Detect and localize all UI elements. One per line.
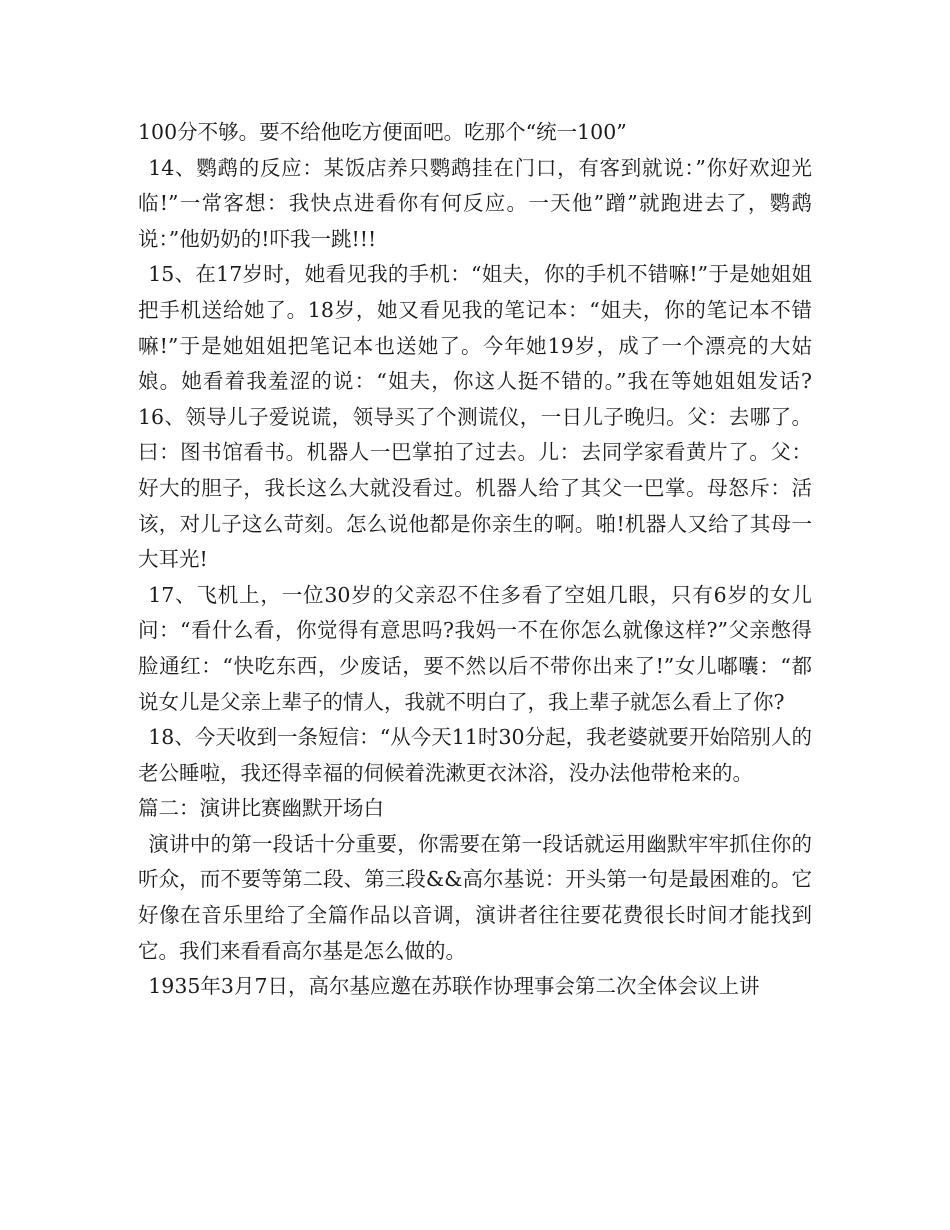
paragraph-joke-15-16: 15、在17岁时，她看见我的手机：“姐夫，你的手机不错嘛!”于是她姐姐把手机送给她了。18岁，她又看见我的笔记本：“姐夫，你的笔记本不错嘛!”于是她姐姐把笔记本也送她了。今年她19岁，成了一个漂亮的大姑娘。她看着我羞涩的说：“姐夫，你这人挺不错的。”我在等她姐姐发话?16、领导儿子爱说谎，领导买了个测谎仪，一日儿子晚归。父：去哪了。曰：图书馆看书。机器人一巴掌拍了过去。儿：去同学家看黄片了。父：好大的胆子，我长这么大就没看过。机器人给了其父一巴掌。母怒斥：活该，对儿子这么苛刻。怎么说他都是你亲生的啊。啪!机器人又给了其母一大耳光! [138, 262, 812, 572]
paragraph-joke-14: 14、鹦鹉的反应：某饭店养只鹦鹉挂在门口，有客到就说：”你好欢迎光临!”一常客想：我快点进看你有何反应。一天他”蹭”就跑进去了，鹦鹉说：”他奶奶的!吓我一跳!!! [138, 155, 812, 251]
paragraph-continuation: 100分不够。要不给他吃方便面吧。吃那个“统一100” [138, 120, 627, 144]
paragraph-joke-17: 17、飞机上，一位30岁的父亲忍不住多看了空姐几眼，只有6岁的女儿问：“看什么看，你觉得有意思吗?我妈一不在你怎么就像这样?”父亲憋得脸通红：“快吃东西，少废话，要不然以后不带你出来了!”女儿嘟囔：“都说女儿是父亲上辈子的情人，我就不明白了，我上辈子就怎么看上了你? [138, 582, 812, 714]
paragraph-speech-intro: 演讲中的第一段话十分重要，你需要在第一段话就运用幽默牢牢抓住你的听众，而不要等第二段、第三段&&高尔基说：开头第一句是最困难的。它好像在音乐里给了全篇作品以音调，演讲者往往要花费很长时间才能找到它。我们来看看高尔基是怎么做的。 [138, 831, 812, 963]
paragraph-gorky: 1935年3月7日，高尔基应邀在苏联作协理事会第二次全体会议上讲 [148, 974, 760, 999]
paragraph-joke-18: 18、今天收到一条短信：“从今天11时30分起，我老婆就要开始陪别人的老公睡啦，我还得幸福的伺候着洗漱更衣沐浴，没办法他带枪来的。 [138, 725, 812, 785]
section-heading: 篇二：演讲比赛幽默开场白 [138, 796, 384, 821]
document-body [138, 115, 812, 1005]
